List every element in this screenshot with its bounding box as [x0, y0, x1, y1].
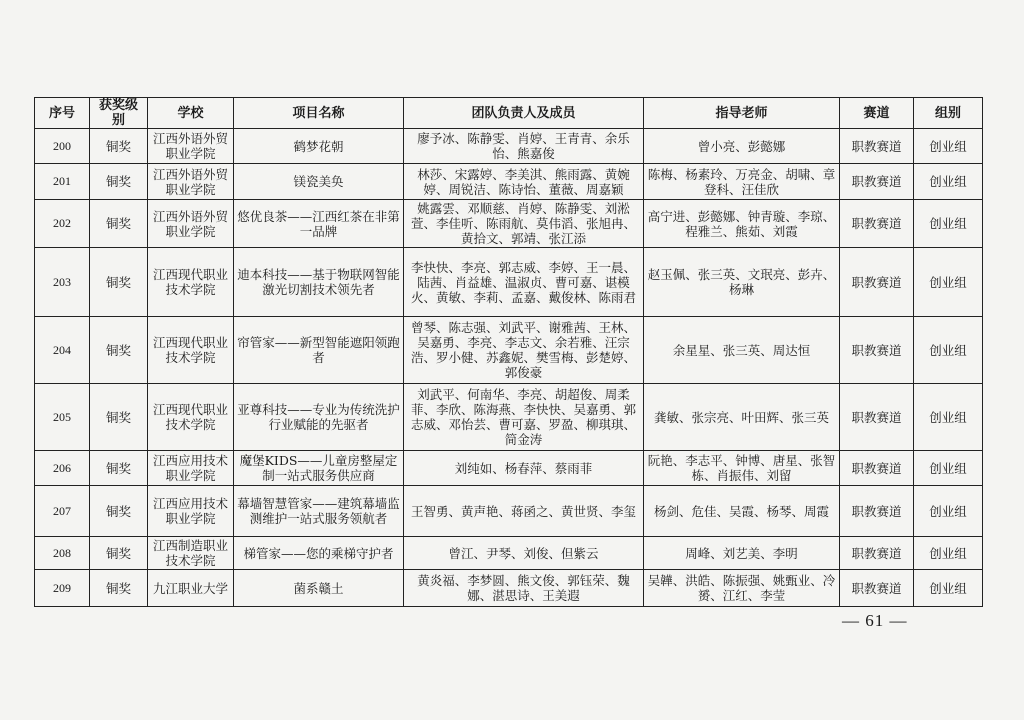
- project-cell: 迪本科技——基于物联网智能激光切割技术领先者: [234, 248, 404, 317]
- table-row: [35, 486, 983, 537]
- school-cell: 江西应用技术职业学院: [148, 451, 234, 486]
- project-cell: 魔堡KIDS——儿童房整屋定制一站式服务供应商: [234, 451, 404, 486]
- members-cell: 刘纯如、杨春萍、蔡雨菲: [404, 451, 644, 486]
- header-cell: 团队负责人及成员: [404, 98, 644, 129]
- members-cell: 廖予冰、陈静雯、肖婷、王青青、余乐怡、熊嘉俊: [404, 129, 644, 164]
- advisors-cell: 阮艳、李志平、钟博、唐星、张智栋、肖振伟、刘留: [644, 451, 840, 486]
- project-cell: 帘管家——新型智能遮阳领跑者: [234, 317, 404, 384]
- group-cell: 创业组: [914, 451, 983, 486]
- table-row: [35, 451, 983, 486]
- members-cell: 曾江、尹琴、刘俊、但紫云: [404, 537, 644, 570]
- members-cell: 黄炎福、李梦圆、熊文俊、郭钰荣、魏娜、湛思诗、王美遐: [404, 570, 644, 607]
- serial-cell: 207: [35, 486, 90, 537]
- table-row: [35, 570, 983, 607]
- header-cell: 赛道: [840, 98, 914, 129]
- members-cell: 王智勇、黄声艳、蒋函之、黄世贤、李玺: [404, 486, 644, 537]
- table-row: [35, 200, 983, 248]
- track-cell: 职教赛道: [840, 486, 914, 537]
- header-cell: 组别: [914, 98, 983, 129]
- track-cell: 职教赛道: [840, 248, 914, 317]
- school-cell: 江西现代职业技术学院: [148, 384, 234, 451]
- serial-cell: 208: [35, 537, 90, 570]
- header-cell: 序号: [35, 98, 90, 129]
- track-cell: 职教赛道: [840, 164, 914, 200]
- award-level-cell: 铜奖: [90, 200, 148, 248]
- table-row: [35, 248, 983, 317]
- school-cell: 九江职业大学: [148, 570, 234, 607]
- table-row: [35, 317, 983, 384]
- serial-cell: 200: [35, 129, 90, 164]
- members-cell: 姚露雲、邓顺慈、肖婷、陈静雯、刘淞萱、李佳听、陈雨航、莫伟滔、张旭冉、黄拾文、郭靖、张江添: [404, 200, 644, 248]
- school-cell: 江西外语外贸职业学院: [148, 200, 234, 248]
- advisors-cell: 周峰、刘艺美、李明: [644, 537, 840, 570]
- members-cell: 林莎、宋露婷、李美淇、熊雨露、黄婉婷、周锐洁、陈诗怡、董薇、周嘉颖: [404, 164, 644, 200]
- serial-cell: 202: [35, 200, 90, 248]
- header-cell: 学校: [148, 98, 234, 129]
- award-level-cell: 铜奖: [90, 570, 148, 607]
- award-level-cell: 铜奖: [90, 384, 148, 451]
- serial-cell: 203: [35, 248, 90, 317]
- group-cell: 创业组: [914, 486, 983, 537]
- advisors-cell: 龚敏、张宗亮、叶田辉、张三英: [644, 384, 840, 451]
- group-cell: 创业组: [914, 200, 983, 248]
- members-cell: 曾琴、陈志强、刘武平、谢雅茜、王林、吴嘉勇、李亮、李志文、余若雅、汪宗浩、罗小健、苏鑫妮、樊雪梅、彭楚婷、郭俊豪: [404, 317, 644, 384]
- school-cell: 江西现代职业技术学院: [148, 317, 234, 384]
- award-level-cell: 铜奖: [90, 317, 148, 384]
- group-cell: 创业组: [914, 248, 983, 317]
- group-cell: 创业组: [914, 570, 983, 607]
- serial-cell: 204: [35, 317, 90, 384]
- track-cell: 职教赛道: [840, 570, 914, 607]
- header-row: [35, 98, 983, 129]
- school-cell: 江西制造职业技术学院: [148, 537, 234, 570]
- track-cell: 职教赛道: [840, 537, 914, 570]
- award-level-cell: 铜奖: [90, 164, 148, 200]
- project-cell: 亚尊科技——专业为传统洗护行业赋能的先驱者: [234, 384, 404, 451]
- group-cell: 创业组: [914, 317, 983, 384]
- track-cell: 职教赛道: [840, 200, 914, 248]
- awards-table: [34, 97, 983, 607]
- members-cell: 李快快、李亮、郭志威、李婷、王一晨、陆茜、肖益雄、温淑贞、曹可嘉、谌模火、黄敏、李莉、孟嘉、戴俊林、陈雨君: [404, 248, 644, 317]
- track-cell: 职教赛道: [840, 129, 914, 164]
- advisors-cell: 赵玉佩、张三英、文珉亮、彭卉、杨琳: [644, 248, 840, 317]
- header-cell: 项目名称: [234, 98, 404, 129]
- serial-cell: 201: [35, 164, 90, 200]
- track-cell: 职教赛道: [840, 317, 914, 384]
- group-cell: 创业组: [914, 537, 983, 570]
- advisors-cell: 吴韡、洪皓、陈振强、姚甄业、冷赟、江红、李莹: [644, 570, 840, 607]
- project-cell: 鹤梦花朝: [234, 129, 404, 164]
- members-cell: 刘武平、何南华、李亮、胡超俊、周柔菲、李欣、陈海燕、李快快、吴嘉勇、郭志威、邓怡芸、曹可嘉、罗盈、柳琪琪、简金涛: [404, 384, 644, 451]
- table-row: [35, 164, 983, 200]
- table-row: [35, 537, 983, 570]
- award-level-cell: 铜奖: [90, 248, 148, 317]
- advisors-cell: 陈梅、杨素玲、万亮金、胡啸、章登科、汪佳欣: [644, 164, 840, 200]
- track-cell: 职教赛道: [840, 384, 914, 451]
- serial-cell: 209: [35, 570, 90, 607]
- page-number: — 61 —: [842, 611, 908, 630]
- advisors-cell: 曾小亮、彭懿娜: [644, 129, 840, 164]
- award-level-cell: 铜奖: [90, 451, 148, 486]
- header-cell: 指导老师: [644, 98, 840, 129]
- project-cell: 梯管家——您的乘梯守护者: [234, 537, 404, 570]
- header-cell: 获奖级别: [90, 98, 148, 129]
- school-cell: 江西现代职业技术学院: [148, 248, 234, 317]
- advisors-cell: 余星星、张三英、周达恒: [644, 317, 840, 384]
- group-cell: 创业组: [914, 129, 983, 164]
- advisors-cell: 高宁进、彭懿娜、钟青璇、李琼、程雅兰、熊茹、刘霞: [644, 200, 840, 248]
- group-cell: 创业组: [914, 384, 983, 451]
- table-row: [35, 129, 983, 164]
- school-cell: 江西外语外贸职业学院: [148, 129, 234, 164]
- award-level-cell: 铜奖: [90, 537, 148, 570]
- table-row: [35, 384, 983, 451]
- advisors-cell: 杨剑、危佳、吴霞、杨琴、周霞: [644, 486, 840, 537]
- project-cell: 幕墙智慧管家——建筑幕墙监测维护一站式服务领航者: [234, 486, 404, 537]
- award-level-cell: 铜奖: [90, 486, 148, 537]
- serial-cell: 206: [35, 451, 90, 486]
- school-cell: 江西应用技术职业学院: [148, 486, 234, 537]
- school-cell: 江西外语外贸职业学院: [148, 164, 234, 200]
- serial-cell: 205: [35, 384, 90, 451]
- project-cell: 悠优良茶——江西红茶在非第一品牌: [234, 200, 404, 248]
- project-cell: 菌系赣土: [234, 570, 404, 607]
- project-cell: 镁瓷美奂: [234, 164, 404, 200]
- group-cell: 创业组: [914, 164, 983, 200]
- track-cell: 职教赛道: [840, 451, 914, 486]
- award-level-cell: 铜奖: [90, 129, 148, 164]
